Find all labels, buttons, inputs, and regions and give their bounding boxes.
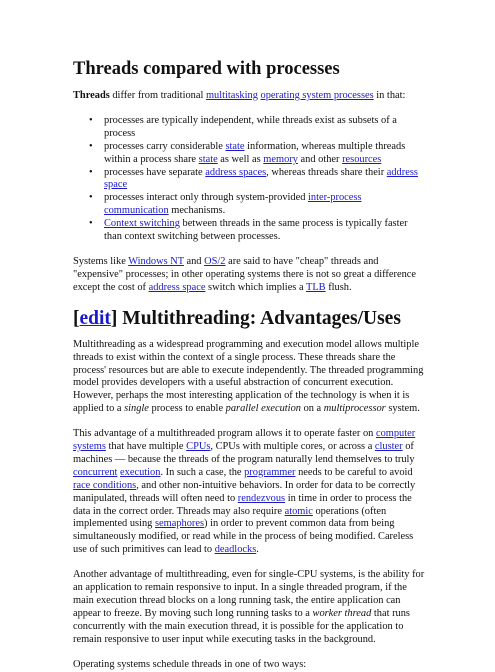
link-deadlocks[interactable]: deadlocks	[214, 544, 257, 556]
italic-term: single	[124, 403, 149, 415]
text-span: , and other non-intuitive behaviors. In order for data to be correctly manipulated, threads will often need to	[73, 479, 416, 504]
text-span: that runs concurrently with the main execution thread, it is possible for the application to remain responsive to user input while executing tasks in the background.	[73, 607, 410, 645]
comparison-list	[73, 115, 425, 244]
document-content	[73, 58, 425, 672]
text-span: operations (often implemented using	[73, 505, 387, 530]
text-span: information, whereas multiple threads within a process share	[104, 140, 406, 165]
text-span: in time in order to process the data in the correct order. Threads may also require	[73, 492, 412, 517]
link-atomic[interactable]: atomic	[284, 505, 313, 517]
link-memory[interactable]: memory	[263, 153, 298, 165]
text-span: and other	[297, 153, 343, 165]
list-item	[104, 218, 425, 244]
paragraph-multithreading	[73, 339, 425, 416]
page-title: Threads compared with processes	[73, 59, 340, 79]
text-span: are said to have "cheap" threads and "expensive" processes; in other operating systems there is not so great a difference except the cost of	[73, 255, 416, 293]
paragraph-advantage	[73, 428, 425, 557]
text-span: needs to be careful to avoid	[295, 466, 413, 478]
text-span: Multithreading as a widespread programming and execution model allows multiple threads to exist within the context of a single process. These threads share the process' resources but are able to execute independently. The threaded programming model provides developers with a useful abstraction of concurrent execution. However, perhaps the most interesting application of the technology is when it is applied to a	[73, 338, 424, 415]
text-span: and	[183, 255, 205, 267]
list-item	[104, 115, 425, 141]
text-span: on a	[300, 403, 324, 415]
bracket-close: ]	[110, 307, 118, 329]
text-span: , CPUs with multiple cores, or across a	[210, 441, 375, 453]
link-computer-systems[interactable]: computer systems	[73, 428, 416, 453]
text-span: ) in order to prevent common data from being simultaneously modified, or read while in the process of being modified. Careless use of such primitives can lead to	[73, 518, 414, 556]
text-span: differ from traditional	[109, 90, 206, 101]
link-rendezvous[interactable]: rendezvous	[237, 492, 286, 504]
list-item	[104, 192, 425, 218]
text-span: system.	[385, 403, 420, 415]
link-execution[interactable]: execution	[120, 466, 161, 478]
text-span: . In such a case, the	[160, 466, 245, 478]
link-tlb[interactable]: TLB	[305, 281, 326, 293]
text-span: that have multiple	[105, 441, 187, 453]
text-span: between threads in the same process is typically faster than context switching between processes.	[104, 218, 408, 243]
systems-paragraph	[73, 256, 425, 295]
link-windows-nt[interactable]: Windows NT	[128, 255, 184, 267]
list-item	[104, 141, 425, 167]
intro-bold-term: Threads	[73, 90, 110, 101]
italic-term: multiprocessor	[323, 403, 386, 415]
text-span: process to enable	[148, 403, 226, 415]
link-concurrent[interactable]: concurrent	[73, 466, 118, 478]
list-item	[104, 167, 425, 193]
section-heading	[73, 307, 425, 331]
link-semaphores[interactable]: semaphores	[154, 518, 205, 530]
text-span: processes are typically independent, while threads exist as subsets of a process	[104, 114, 397, 139]
paragraph-scheduling: Operating systems schedule threads in one of two ways:	[73, 658, 307, 670]
link-context-switching[interactable]: Context switching	[104, 218, 180, 230]
italic-term: parallel execution	[225, 403, 301, 415]
link-address-space[interactable]: address space	[148, 281, 206, 293]
section-heading-text: Multithreading: Advantages/Uses	[117, 307, 401, 329]
text-span: This advantage of a multithreaded program allows it to operate faster on	[73, 428, 376, 440]
bracket-open: [	[73, 307, 80, 329]
link-os2[interactable]: OS/2	[204, 255, 226, 267]
link-cluster[interactable]: cluster	[374, 441, 403, 453]
link-state[interactable]: state	[225, 140, 245, 152]
link-inter-process-communication[interactable]: inter-process communication	[104, 192, 362, 217]
text-span: switch which implies a	[205, 281, 306, 293]
link-multitasking[interactable]: multitasking	[205, 90, 258, 101]
intro-paragraph	[73, 90, 425, 103]
text-span: as well as	[217, 153, 264, 165]
edit-link[interactable]: edit	[79, 307, 111, 329]
text-span: Another advantage of multithreading, even for single-CPU systems, is the ability for an application to remain responsive to input. In a single threaded program, if the main execution thread blocks on a long running task, the entire application can appear to freeze. By moving such long running tasks to a	[73, 569, 425, 619]
text-span: processes interact only through system-provided	[104, 192, 309, 204]
link-operating-system-processes[interactable]: operating system processes	[260, 90, 374, 101]
paragraph-responsiveness	[73, 569, 425, 646]
text-span: in that:	[373, 90, 406, 101]
link-address-spaces[interactable]: address spaces	[205, 166, 267, 178]
link-cpus[interactable]: CPUs	[186, 441, 211, 453]
text-span: Systems like	[73, 255, 129, 267]
text-span: , whereas threads share their	[266, 166, 387, 178]
text-span: mechanisms.	[168, 205, 226, 217]
link-state[interactable]: state	[198, 153, 218, 165]
text-span: processes have separate	[104, 166, 206, 178]
text-span: .	[256, 544, 259, 556]
italic-term: worker thread	[312, 607, 372, 619]
text-span: flush.	[325, 281, 352, 293]
link-resources[interactable]: resources	[342, 153, 382, 165]
link-race-conditions[interactable]: race conditions	[73, 479, 137, 491]
text-span: processes carry considerable	[104, 140, 226, 152]
link-address-space[interactable]: address space	[104, 166, 418, 191]
link-programmer[interactable]: programmer	[244, 466, 296, 478]
text-span: of machines — because the threads of the program naturally lend themselves to truly	[73, 441, 415, 465]
